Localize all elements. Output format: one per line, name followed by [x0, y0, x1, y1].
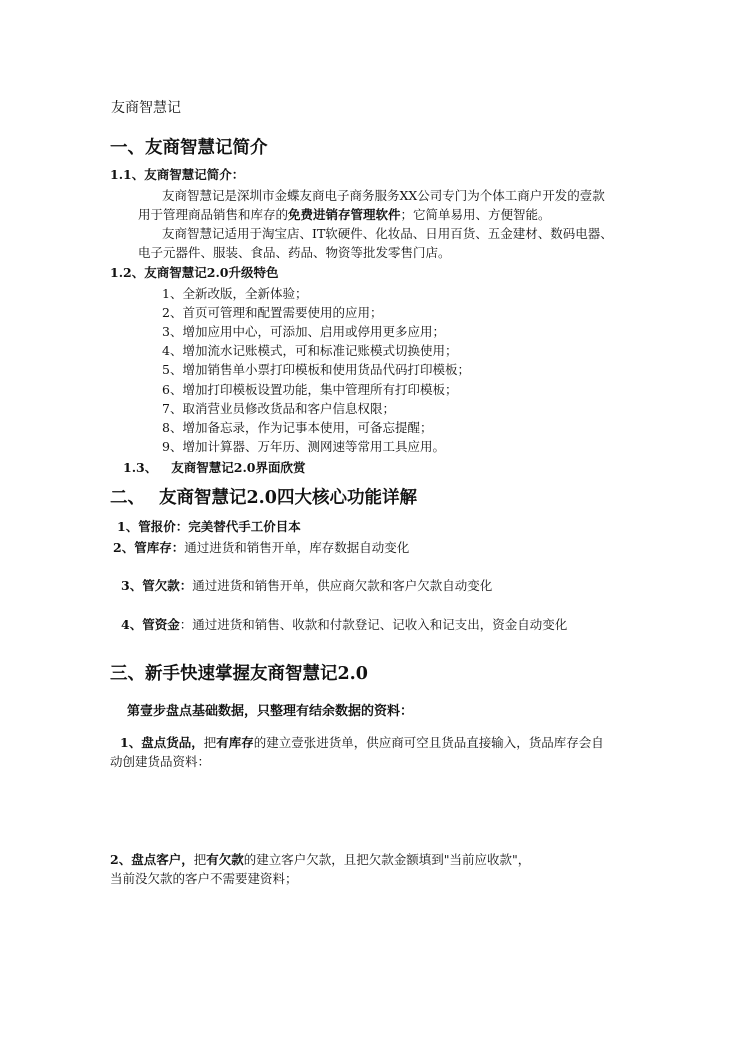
subsection-1-2-heading: 1.2、友商智慧记2.0升级特色: [110, 265, 279, 280]
list-item: 3、增加应用中心，可添加、启用或停用更多应用；: [162, 324, 445, 339]
paragraph-line: [138, 207, 551, 223]
feature-item-inventory: [113, 540, 409, 556]
section-number: 二、: [110, 488, 145, 508]
text-run: ；它简单易用、方便智能。: [400, 207, 551, 222]
feature-item-funds: [121, 617, 567, 633]
document-title: 友商智慧记: [111, 100, 181, 116]
section-2-heading: [110, 487, 417, 509]
feature-label: 3、管欠款：: [121, 578, 193, 593]
text-run: 把: [193, 852, 207, 867]
subsection-title: 友商智慧记2.0界面欣赏: [171, 460, 306, 475]
list-item: 4、增加流水记账模式，可和标准记账模式切换使用；: [162, 343, 458, 358]
step-1-heading: 第壹步盘点基础数据，只整理有结余数据的资料：: [127, 704, 414, 719]
step-paragraph-line: 当前没欠款的客户不需要建资料；: [110, 871, 298, 886]
feature-text: ：通过进货和销售、收款和付款登记、记收入和记支出，资金自动变化: [179, 617, 568, 632]
bold-text-run: 有库存: [216, 735, 254, 750]
paragraph-line: 友商智慧记适用于淘宝店、IT软硬件、化妆品、日用百货、五金建材、数码电器、: [162, 226, 613, 241]
list-item: 7、取消营业员修改货品和客户信息权限；: [162, 401, 395, 416]
step-paragraph-line: 动创建货品资料：: [110, 754, 211, 769]
feature-text: 通过进货和销售开单，供应商欠款和客户欠款自动变化: [192, 578, 493, 593]
text-run: 把: [203, 735, 217, 750]
list-item: 9、增加计算器、万年历、测网速等常用工具应用。: [162, 439, 445, 454]
bold-text-run: 免费进销存管理软件: [288, 207, 401, 222]
list-item: 6、增加打印模板设置功能，集中管理所有打印模板；: [162, 382, 458, 397]
text-run: 的建立客户欠款，且把欠款金额填到"当前应收款"，: [243, 852, 531, 867]
section-1-heading: 一、友商智慧记简介: [110, 138, 268, 158]
feature-label: 1、管报价：: [117, 519, 189, 534]
step-paragraph-line: [120, 735, 604, 751]
section-title: 友商智慧记2.0四大核心功能详解: [159, 488, 417, 508]
text-run: 用于管理商品销售和库存的: [138, 207, 289, 222]
bold-text-run: 1、盘点货品，: [120, 735, 204, 750]
feature-item-debt: [121, 578, 492, 594]
paragraph-line: 电子元器件、服装、食品、药品、物资等批发零售门店。: [138, 245, 451, 260]
subsection-1-3-heading: [123, 460, 306, 476]
feature-label: 4、管资金: [121, 617, 180, 632]
feature-item-pricing: [117, 519, 301, 535]
list-item: 8、增加备忘录，作为记事本使用，可备忘提醒；: [162, 420, 433, 435]
list-item: 1、全新改版，全新体验；: [162, 286, 308, 301]
list-item: 2、首页可管理和配置需要使用的应用；: [162, 305, 383, 320]
feature-label: 2、管库存：: [113, 540, 185, 555]
step-paragraph-line: [110, 852, 530, 868]
feature-text: 完美替代手工价目本: [188, 519, 301, 534]
section-3-heading: 三、新手快速掌握友商智慧记2.0: [110, 664, 368, 684]
paragraph-line: 友商智慧记是深圳市金蝶友商电子商务服务XX公司专门为个体工商户开发的壹款: [162, 188, 605, 203]
list-item: 5、增加销售单小票打印模板和使用货品代码打印模板；: [162, 362, 470, 377]
subsection-number: 1.3、: [123, 460, 158, 475]
bold-text-run: 有欠款: [206, 852, 244, 867]
bold-text-run: 2、盘点客户，: [110, 852, 194, 867]
subsection-1-1-heading: 1.1、友商智慧记简介：: [110, 167, 245, 182]
text-run: 的建立壹张进货单，供应商可空且货品直接输入，货品库存会自: [253, 735, 604, 750]
feature-text: 通过进货和销售开单，库存数据自动变化: [184, 540, 410, 555]
